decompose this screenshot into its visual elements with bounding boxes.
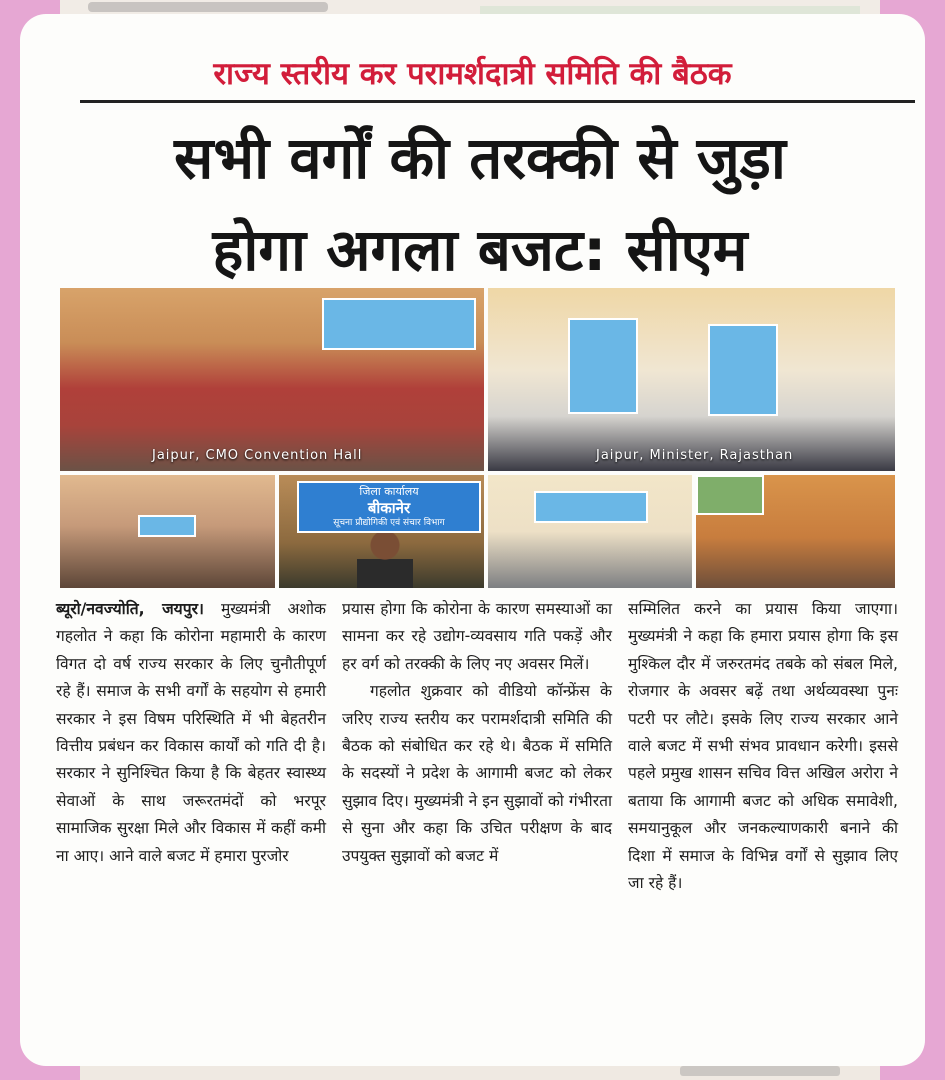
room-screen — [138, 515, 196, 537]
column-1-text: मुख्यमंत्री अशोक गहलोत ने कहा कि कोरोना महामारी के कारण विगत दो वर्ष राज्य सरकार के लिए चुनौतीपूर्ण रहे हैं। समाज के सभी वर्गों के सहयोग से हमारी सरकार ने इस विषम परिस्थिति में भी बेहतरीन वित्तीय प्रबंधन कर विकास कार्यों को गति दी है। सरकार ने सुनिश्चित किया है कि बेहतर स्वास्थ्य सेवाओं के साथ जरूरतमंदों को भरपूर सामाजिक सुरक्षा मिले और विकास में कहीं कमी ना आए। आने वाले बजट में हमारा पुरजोर — [56, 600, 326, 865]
article-body — [56, 596, 902, 897]
meeting-screen — [534, 491, 648, 523]
headline-line-1: सभी वर्गों की तरक्की से जुड़ा — [174, 124, 786, 192]
main-headline — [60, 112, 900, 296]
article-column-3 — [628, 596, 898, 897]
photo-officials — [696, 475, 895, 588]
sign-line-3: सूचना प्रौद्योगिकी एवं संचार विभाग — [333, 518, 445, 528]
article-column-2 — [342, 596, 612, 897]
faded-text — [88, 2, 328, 12]
article-column-1 — [56, 596, 326, 897]
photo-conference-room — [60, 475, 275, 588]
column-2-para-2: गहलोत शुक्रवार को वीडियो कॉन्फ्रेंस के जरिए राज्य स्तरीय कर परामर्शदात्री समिति की बैठक को संबोधित कर रहे थे। बैठक में समिति के सदस्यों ने प्रदेश के आगामी बजट को लेकर सुझाव दिए। मुख्यमंत्री ने इन सुझावों को गंभीरता से सुना और कहा कि उचित परीक्षण के बाद उपयुक्त सुझावों को बजट में — [342, 682, 612, 865]
sign-line-1: जिला कार्यालय — [359, 485, 419, 498]
dateline: ब्यूरो/नवज्योति, जयपुर। — [56, 600, 204, 618]
headline-rule — [80, 100, 915, 103]
photo-bikaner — [279, 475, 484, 588]
photo-caption-1: Jaipur, CMO Convention Hall — [152, 448, 363, 463]
window-view — [696, 475, 764, 515]
sign-line-2: बीकानेर — [367, 499, 411, 517]
next-page-strip — [80, 1066, 880, 1080]
photo-minister — [488, 288, 895, 471]
speaker-figure — [357, 533, 413, 588]
faded-text-bottom — [680, 1066, 840, 1076]
photo-collage — [60, 288, 895, 588]
photo-cmo-hall — [60, 288, 484, 471]
standee-left — [568, 318, 638, 414]
bikaner-sign — [297, 481, 481, 533]
column-2-para-1: प्रयास होगा कि कोरोना के कारण समस्याओं का सामना कर रहे उद्योग-व्यवसाय गति पकड़ें और हर वर्ग को तरक्की के लिए नए अवसर मिलें। — [342, 600, 612, 673]
kicker-headline: राज्य स्तरीय कर परामर्शदात्री समिति की बैठक — [213, 56, 732, 92]
column-3-text: सम्मिलित करने का प्रयास किया जाएगा। मुख्यमंत्री ने कहा कि हमारा प्रयास होगा कि इस मुश्किल दौर में जरुरतमंद तबके को संबल मिले, रोजगार के अवसर बढ़ें तथा अर्थव्यवस्था पुनः पटरी पर लौटे। इसके लिए राज्य सरकार आने वाले बजट में सभी संभव प्रावधान करेगी। इससे पहले प्रमुख शासन सचिव वित्त अखिल अरोरा ने बताया कि आगामी बजट को अधिक समावेशी, समयानुकूल और जनकल्याणकारी बनाने की दिशा में समाज के विभिन्न वर्गों से सुझाव लिए जा रहे हैं। — [628, 600, 898, 893]
projection-screen — [322, 298, 476, 350]
standee-right — [708, 324, 778, 416]
photo-meeting-table — [488, 475, 692, 588]
photo-caption-2: Jaipur, Minister, Rajasthan — [596, 448, 794, 463]
headline-line-2: होगा अगला बजट: सीएम — [212, 216, 748, 284]
